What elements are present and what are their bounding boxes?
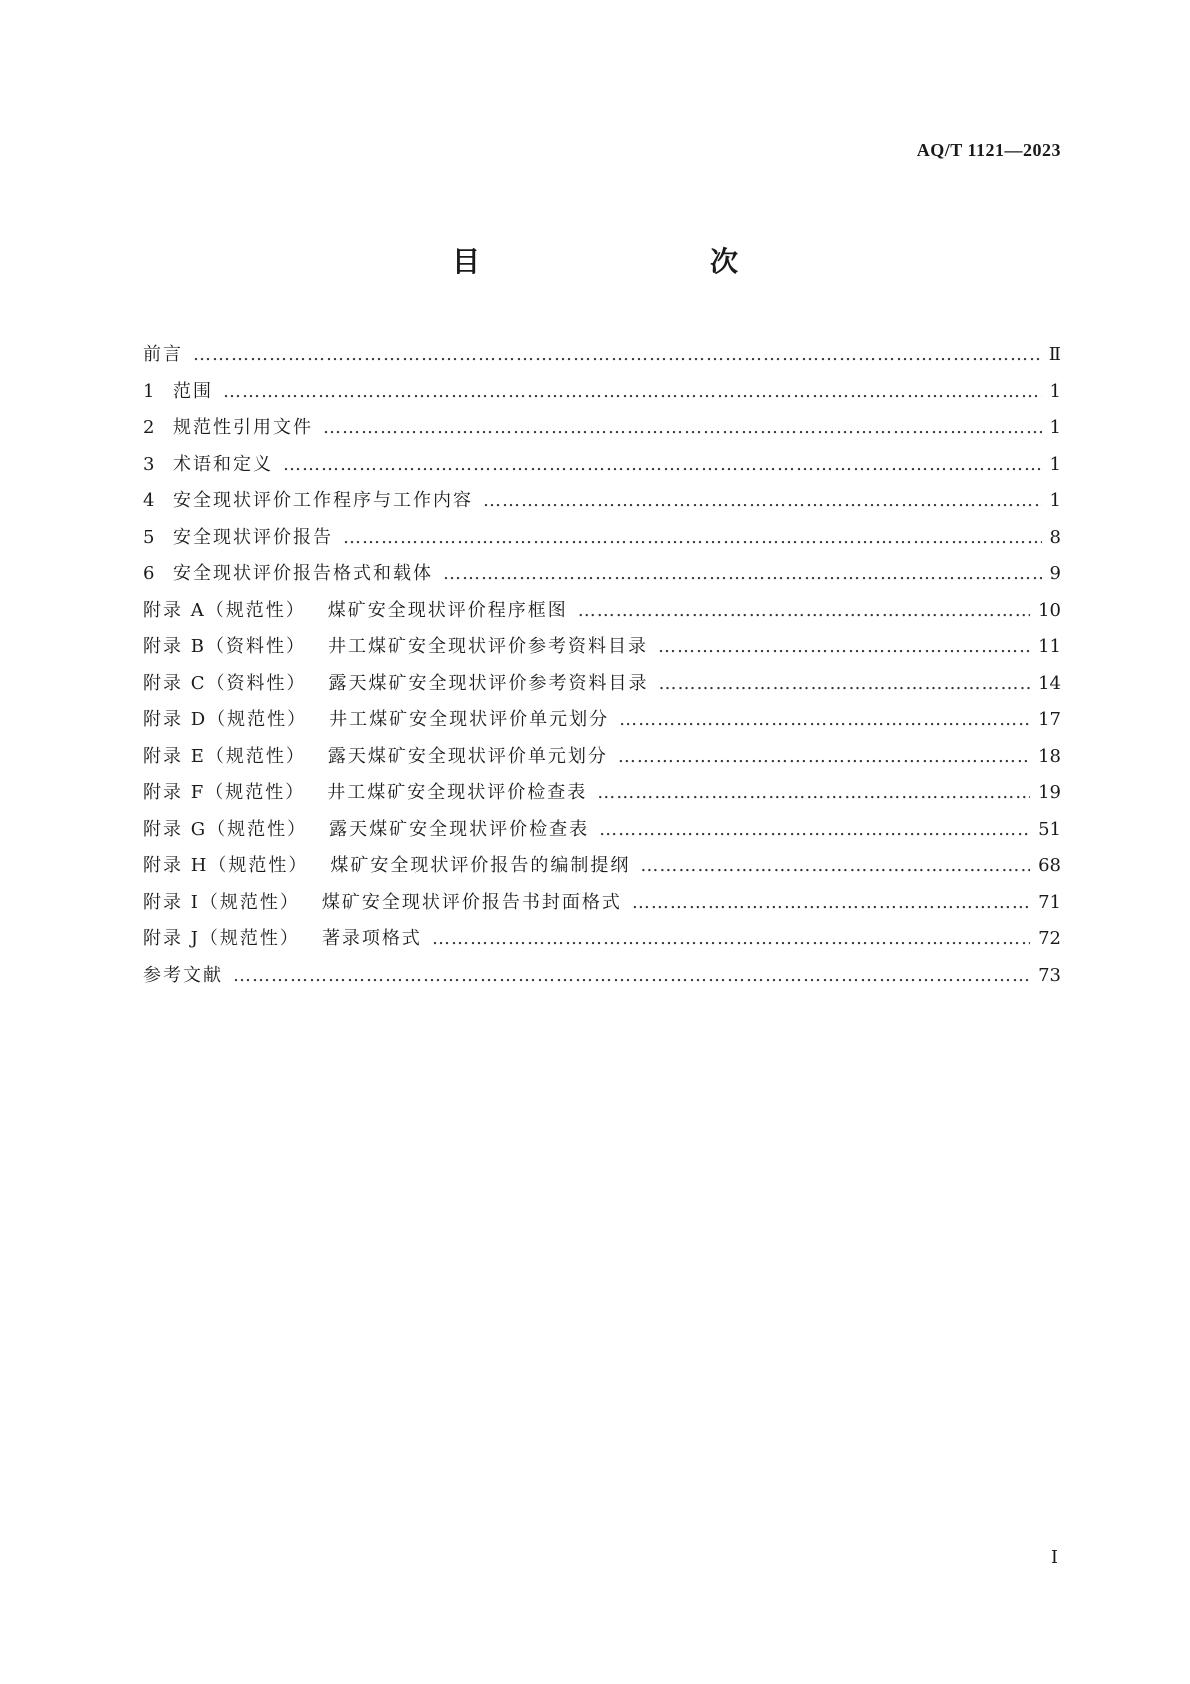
toc-entry-appendix: 附录 E（规范性） [143,745,306,767]
page-number: Ⅰ [1050,1547,1058,1568]
toc-entry-title: 井工煤矿安全现状评价单元划分 [329,709,610,730]
toc-entry-page: 14 [1038,672,1061,694]
page-title: 目 次 [451,245,796,278]
toc-entry-title: 露天煤矿安全现状评价检查表 [329,818,590,840]
toc-entry-page: 1 [1049,417,1061,438]
toc-entry-appendix: 附录 G（规范性） [143,818,308,840]
toc-entry-page: 10 [1038,599,1061,621]
dot-leader [578,600,1030,621]
toc-entry[interactable] [143,815,1061,852]
toc-entry[interactable] [143,632,1061,669]
toc-entry-page: 68 [1038,855,1061,876]
dot-leader [233,965,1030,986]
toc-entry-title: 著录项格式 [321,928,422,949]
toc-entry-appendix: 附录 J（规范性） [143,928,300,949]
toc-entry-page: Ⅱ [1048,344,1061,365]
toc-entry-number: 5 [143,526,155,548]
toc-entry[interactable] [143,377,1061,414]
toc-entry-number: 1 [143,380,155,402]
toc-entry-page: 9 [1049,563,1061,584]
toc-entry[interactable] [143,961,1061,998]
dot-leader [483,490,1042,511]
table-of-contents [143,340,1061,997]
toc-entry-appendix: 附录 I（规范性） [143,891,300,913]
toc-entry-title: 安全现状评价报告格式和载体 [173,563,433,584]
toc-entry-number: 4 [143,490,155,511]
toc-entry[interactable] [143,851,1061,888]
dot-leader [599,819,1030,840]
toc-entry-page: 51 [1038,818,1061,840]
toc-entry-number: 2 [143,417,155,438]
toc-entry[interactable] [143,486,1061,523]
toc-entry[interactable] [143,924,1061,961]
dot-leader [283,454,1042,475]
dot-leader [618,746,1030,767]
standard-code: AQ/T 1121—2023 [916,140,1061,160]
dot-leader [193,344,1041,365]
toc-entry[interactable] [143,742,1061,779]
toc-entry[interactable] [143,523,1061,560]
toc-entry-title: 安全现状评价工作程序与工作内容 [173,490,473,511]
toc-entry-title: 安全现状评价报告 [173,526,333,548]
toc-entry-page: 73 [1038,964,1061,986]
toc-entry-title: 煤矿安全现状评价报告的编制提纲 [330,855,631,876]
dot-leader [323,417,1042,438]
toc-entry-page: 71 [1038,891,1061,913]
toc-entry[interactable] [143,778,1061,815]
toc-entry-appendix: 附录 F（规范性） [143,782,306,803]
toc-entry-title: 术语和定义 [173,453,273,475]
toc-entry[interactable] [143,888,1061,925]
dot-leader [597,782,1030,803]
dot-leader [619,709,1030,730]
toc-entry[interactable] [143,413,1061,450]
dot-leader [640,855,1030,876]
toc-entry[interactable] [143,596,1061,633]
toc-entry-appendix: 附录 A（规范性） [143,599,306,621]
toc-entry-title: 参考文献 [143,964,223,986]
toc-entry-page: 17 [1038,709,1061,730]
toc-entry-page: 1 [1049,490,1061,511]
toc-entry[interactable] [143,705,1061,742]
toc-entry-title: 煤矿安全现状评价报告书封面格式 [321,891,622,913]
toc-entry-appendix: 附录 H（规范性） [143,855,309,876]
dot-leader [223,381,1042,402]
toc-entry[interactable] [143,340,1061,377]
toc-entry-page: 8 [1049,526,1061,548]
toc-entry-title: 井工煤矿安全现状评价检查表 [327,782,588,803]
toc-entry-title: 范围 [173,380,213,402]
toc-entry-number: 6 [143,563,155,584]
toc-entry-page: 1 [1049,380,1061,402]
toc-entry-title: 前言 [143,344,183,365]
dot-leader [658,636,1030,657]
toc-entry-number: 3 [143,453,155,475]
toc-entry-appendix: 附录 C（资料性） [143,672,307,694]
toc-entry-title: 井工煤矿安全现状评价参考资料目录 [327,636,648,657]
toc-entry-page: 72 [1038,928,1061,949]
toc-entry-title: 露天煤矿安全现状评价单元划分 [327,745,608,767]
toc-entry-title: 露天煤矿安全现状评价参考资料目录 [328,672,649,694]
dot-leader [443,563,1042,584]
toc-entry-page: 19 [1038,782,1061,803]
toc-entry-appendix: 附录 D（规范性） [143,709,308,730]
toc-entry[interactable] [143,450,1061,487]
toc-entry-page: 18 [1038,745,1061,767]
dot-leader [432,928,1030,949]
toc-entry[interactable] [143,559,1061,596]
toc-entry[interactable] [143,669,1061,706]
toc-entry-page: 1 [1049,453,1061,475]
toc-entry-title: 规范性引用文件 [173,417,313,438]
toc-entry-appendix: 附录 B（资料性） [143,636,306,657]
toc-entry-title: 煤矿安全现状评价程序框图 [327,599,568,621]
dot-leader [659,673,1031,694]
dot-leader [343,527,1042,548]
dot-leader [632,892,1030,913]
toc-entry-page: 11 [1038,636,1061,657]
